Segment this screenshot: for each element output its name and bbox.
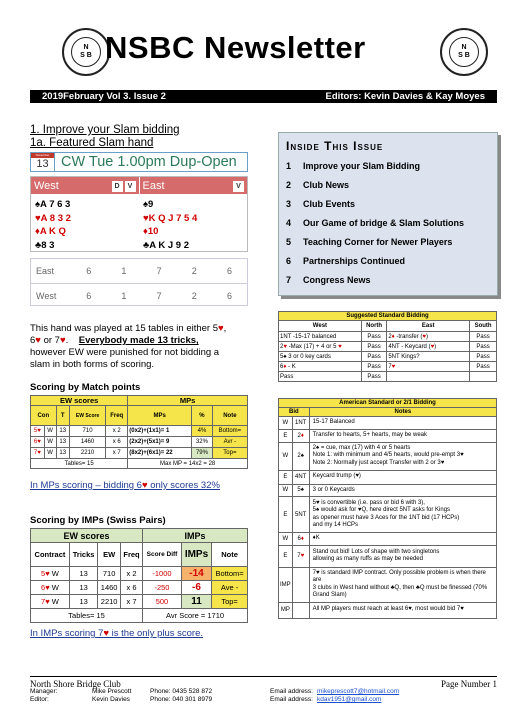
imps-cell: Ave -	[212, 581, 248, 595]
imps-cell: 13	[69, 581, 97, 595]
mp-col-header: %	[192, 406, 213, 426]
imps-col-header: Note	[212, 543, 248, 567]
amer-row	[279, 417, 497, 430]
editor-email-link[interactable]: kdav1951@gmail.com	[317, 696, 382, 703]
mp-cell: 6♥	[31, 437, 45, 448]
mp-col-header: Freq	[106, 406, 128, 426]
suit-icon: ♠	[35, 199, 41, 210]
contract-declarer: W	[51, 583, 59, 592]
traveller-cell: 2	[191, 290, 197, 301]
traveller-cell: 2	[191, 266, 197, 276]
amer-seat: E	[279, 497, 293, 533]
std-row	[279, 372, 497, 382]
std-cell: 1NT -15-17 balanced	[279, 332, 362, 342]
suit-cards: A 7 6 3	[40, 199, 71, 210]
suit-icon: ♦	[143, 226, 148, 237]
mp-cell: 4%	[192, 426, 213, 437]
editors-info: Editors: Kevin Davies & Kay Moyes	[325, 91, 485, 102]
contract-level: 5♥	[41, 569, 50, 578]
inside-title: Inside This Issue	[286, 139, 384, 153]
imps-cell: Top=	[212, 595, 248, 609]
imps-col-header: IMPs	[181, 543, 211, 567]
amer-bid: 4NT	[292, 470, 309, 484]
west-hand	[35, 198, 71, 252]
traveller-cell: 6	[86, 266, 92, 276]
std-cell: 7♥	[387, 362, 470, 372]
suit-cards: 8 3	[41, 239, 55, 251]
contact-labels: Manager: Editor:	[30, 688, 58, 703]
west-suit-row	[35, 212, 71, 226]
amer-note-line: Transfer to hearts, 5+ hearts, may be weak	[312, 431, 428, 438]
inside-item-number: 6	[286, 256, 292, 266]
std-col-header: North	[361, 321, 387, 332]
amer-bid: 6♦	[292, 533, 309, 546]
suit-cards: A K Q	[39, 226, 66, 237]
mp-cell: 13	[56, 426, 69, 437]
imps-cell: 13	[69, 595, 97, 609]
mp-cell: Avr -	[212, 437, 247, 448]
section-heading: 1. Improve your Slam bidding	[30, 124, 180, 136]
amer-seat: W	[279, 417, 293, 430]
mp-cell: (8x2)+(6x1)= 22	[128, 448, 192, 459]
amer-bid	[292, 567, 309, 602]
amer-row	[279, 567, 497, 602]
amer-seat: W	[279, 484, 293, 497]
amer-row	[279, 602, 497, 618]
amer-note-line: 3 or 0 Keycards	[312, 486, 355, 493]
amer-row	[279, 533, 497, 546]
mp-conclusion: In MPs scoring – bidding 6♥ only scores 32%	[30, 480, 220, 491]
east-header: East V	[140, 177, 248, 194]
amer-seat: W	[279, 442, 293, 470]
traveller-cell: West	[36, 290, 57, 301]
mp-col-header: Con	[31, 406, 57, 426]
amer-row	[279, 470, 497, 484]
suit-icon: ♥	[35, 212, 41, 224]
inside-item	[286, 256, 405, 266]
east-suit-row	[143, 225, 197, 239]
std-row	[279, 352, 497, 362]
mp-row	[31, 426, 248, 437]
issue-bar	[30, 90, 497, 103]
std-cell: Pass	[470, 342, 497, 352]
std-cell: Pass	[279, 372, 362, 382]
american-bidding-table: American Standard or 2/1 Bidding Bid Notes W 1NT 15-17 Balanced E 2♦ Transfer to hearts, 5+ hearts, may be weak W 2♠ 2♠ = cue, max (17) with 4 or 5 hearts Note 1: with minimum and 4/5 hearts, would pre-empt 3♥ Note 2: Normally just accept Transfer with 2 or 3♥ E 4NT Keycard trump (♥) W 5♠ 3 or 0 Keycards E 5NT 5♥ is convertible (i.e. pass or bid 6 with 3), 5♠ would ask for ♥Q, here direct 5NT asks for Kings as opener must have 3 Aces for the 1NT bid (17 HCPs) and my 14 HCPs W 6♦ ♦K E 7♥ Stand out bid! Lots of shape with two singletons allowing as many ruffs as may be needed IMP 7♥ is standard IMP contract. Only possible problem is when there are 3 clubs in West hand without ♣Q, then ♣Q must be finessed (70% Grand Slam) MP All MP players must reach at least 6♥, most would bid 7♥	[278, 398, 497, 619]
west-header: West D V	[31, 177, 139, 194]
board-tag: November	[31, 153, 54, 158]
amer-bid: 7♥	[292, 545, 309, 567]
amer-note-line: 3 clubs in West hand without ♣Q, then ♣Q must be finessed (70%	[312, 584, 488, 591]
imps-cell: x 7	[120, 595, 142, 609]
amer-notes	[309, 429, 496, 442]
suit-icon: ♣	[143, 239, 150, 251]
mp-col-header: EW Score	[69, 406, 105, 426]
traveller-cell: 6	[86, 290, 92, 301]
std-cell	[470, 372, 497, 382]
imps-contract	[31, 595, 70, 609]
club-name: North Shore Bridge Club	[30, 679, 121, 689]
amer-note-line: Note 2: Normally just accept Transfer with 2 or 3♥	[312, 459, 445, 466]
traveller-cell: 7	[156, 266, 162, 276]
amer-bid: 5NT	[292, 497, 309, 533]
suit-cards: 9	[148, 199, 154, 210]
amer-note-line: 7♥ is standard IMP contract. Only possible problem is when there are	[312, 569, 486, 583]
mp-cell: x 2	[106, 426, 128, 437]
hand-diagram	[30, 176, 248, 252]
std-cell: Pass	[470, 332, 497, 342]
contract-level: 6♥	[41, 583, 50, 592]
inside-item-label: Improve your Slam Bidding	[303, 161, 421, 171]
amer-note-line: allowing as many ruffs as may be needed	[312, 556, 423, 562]
imps-cell: -250	[143, 581, 182, 595]
amer-bid: 5♠	[292, 484, 309, 497]
imps-cell: 13	[69, 567, 97, 581]
contact-email-labels: Email address: Email address:	[270, 688, 313, 703]
mp-cell: (0x2)+(1x1)= 1	[128, 426, 192, 437]
imps-row	[31, 567, 248, 581]
amer-seat: E	[279, 429, 293, 442]
mp-row	[31, 448, 248, 459]
inside-item-label: Teaching Corner for Newer Players	[303, 237, 453, 247]
standard-bidding-table: Suggested Standard Bidding West North East South 1NT -15-17 balanced Pass 2♦ -transfer (♥) Pass 2♥ -Max (17) + 4 or 5 ♥ Pass 4NT - Keycard (♥) Pass 5♠ 3 or 0 key cards Pass 5NT Kings? Pass 6♦ - K Pass 7♥ Pass Pass Pass	[278, 311, 497, 382]
contact-phones: Phone: 0435 528 872 Phone: 040 301 8979	[150, 688, 213, 703]
amer-row	[279, 442, 497, 470]
amer-bid: 2♠	[292, 442, 309, 470]
inside-item-number: 1	[286, 161, 292, 171]
std-cell: 5NT Kings?	[387, 352, 470, 362]
imps-cell: 1460	[98, 581, 121, 595]
amer-seat: E	[279, 470, 293, 484]
mp-row	[31, 437, 248, 448]
inside-item	[286, 237, 452, 247]
event-name: CW Tue 1.00pm Dup-Open	[61, 154, 237, 170]
issue-info: 2019February Vol 3. Issue 2	[42, 91, 166, 102]
mp-cell: W	[44, 448, 56, 459]
club-logo-left: N S B	[62, 28, 110, 76]
inside-this-issue	[278, 132, 498, 296]
east-suit-row	[143, 198, 197, 212]
imps-heading: Scoring by IMPs (Swiss Pairs)	[30, 515, 166, 526]
contract-declarer: W	[51, 569, 59, 578]
suit-icon: ♥	[143, 212, 149, 224]
amer-notes	[309, 602, 496, 618]
inside-item	[286, 180, 349, 190]
amer-note-line: ♦K	[312, 535, 320, 541]
amer-notes	[309, 567, 496, 602]
amer-row	[279, 497, 497, 533]
mp-cell: 7♥	[31, 448, 45, 459]
std-cell: 2♦ -transfer (♥)	[387, 332, 470, 342]
amer-row	[279, 545, 497, 567]
subsection-heading: 1a. Featured Slam hand	[30, 137, 154, 149]
amer-notes	[309, 533, 496, 546]
club-logo-right: N S B	[440, 28, 488, 76]
amer-notes	[309, 417, 496, 430]
amer-bid	[292, 602, 309, 618]
suit-cards: 10	[147, 226, 159, 237]
contact-names: Mike Prescott Kevin Davies	[92, 688, 132, 703]
amer-notes	[309, 470, 496, 484]
suit-icon: ♣	[35, 239, 42, 251]
std-cell: 6♦ - K	[279, 362, 362, 372]
inside-item-number: 5	[286, 237, 292, 247]
std-cell	[387, 372, 470, 382]
amer-note-line: Note 1: with minimum and 4/5 hearts, would pre-empt 3♥	[312, 452, 464, 459]
amer-note-line: 2♠ = cue, max (17) with 4 or 5 hearts	[312, 444, 411, 451]
mp-col-header: T	[56, 406, 69, 426]
std-cell: Pass	[361, 372, 387, 382]
std-col-header: West	[279, 321, 362, 332]
traveller-cell: East	[36, 266, 55, 276]
imps-cell: Bottom=	[212, 567, 248, 581]
suit-cards: A 8 3 2	[40, 212, 71, 224]
contact-emails	[317, 688, 399, 704]
imps-cell: 2210	[98, 595, 121, 609]
amer-note-line: Stand out bid! Lots of shape with two singletons	[312, 548, 440, 555]
traveller-cell: 6	[226, 266, 232, 276]
amer-seat: IMP	[279, 567, 293, 602]
imps-table: EW scores IMPs Contract Tricks EW Freq Score Diff IMPs Note 5♥ W 13 710 x 2 -1000 -14 Bottom= 6♥ W 13 1460 x 6 -250 -6 Ave - 7♥ W 13 2210 x 7 500 11 Top= Tables= 15 Avr Score = 1710	[30, 528, 248, 623]
mp-cell: 79%	[192, 448, 213, 459]
amer-row	[279, 484, 497, 497]
suit-icon: ♦	[35, 226, 40, 237]
mp-table: EW scores MPs Con T EW Score Freq MPs % Note 5♥ W 13 710 x 2 (0x2)+(1x1)= 1 4% Bottom= 6♥ W 13 1460 x 6 (2x2)+(5x1)= 9 32% Avr - 7♥ W 13 2210 x 7 (8x2)+(6x1)= 22 79% Top= Tables= 15 Max MP = 14x2 = 28	[30, 395, 248, 469]
traveller-cell: 7	[156, 290, 162, 301]
mp-cell: x 7	[106, 448, 128, 459]
imps-contract	[31, 567, 70, 581]
inside-item	[286, 199, 355, 209]
std-cell: Pass	[361, 332, 387, 342]
traveller-cell: 1	[121, 266, 127, 276]
imps-contract	[31, 581, 70, 595]
suit-icon: ♠	[143, 199, 149, 210]
traveller-table	[30, 258, 248, 306]
mp-col-header: Note	[212, 406, 247, 426]
std-cell: Pass	[361, 342, 387, 352]
east-hand	[143, 198, 197, 252]
amer-note-line: All MP players must reach at least 6♥, most would bid 7♥	[312, 606, 464, 613]
east-suit-row	[143, 212, 197, 226]
west-suit-row	[35, 225, 71, 239]
std-cell: Pass	[361, 362, 387, 372]
west-suit-row	[35, 198, 71, 212]
mp-cell: 32%	[192, 437, 213, 448]
mp-col-header: MPs	[128, 406, 192, 426]
std-row	[279, 332, 497, 342]
amer-note-line: Grand Slam)	[312, 592, 347, 598]
inside-item-label: Club News	[303, 180, 350, 190]
imps-cell: -1000	[143, 567, 182, 581]
suit-cards: A K J 9 2	[149, 239, 190, 251]
amer-note-line: 5♥ is convertible (i.e. pass or bid 6 with 3),	[312, 499, 425, 506]
imps-col-header: Contract	[31, 543, 70, 567]
imps-row	[31, 581, 248, 595]
mp-cell: Top=	[212, 448, 247, 459]
imps-cell: -14	[181, 567, 211, 581]
amer-seat: W	[279, 533, 293, 546]
std-cell: 2♥ -Max (17) + 4 or 5 ♥	[279, 342, 362, 352]
hand-summary: This hand was played at 15 tables in either 5♥, 6♥ or 7♥. Everybody made 13 tricks, however EW were punished for not bidding a slam in both forms of scoring.	[30, 323, 227, 370]
suit-cards: K Q J 7 5 4	[148, 212, 198, 224]
amer-note-line: and my 14 HCPs	[312, 522, 359, 528]
traveller-row	[31, 259, 247, 283]
imps-cell: 500	[143, 595, 182, 609]
std-cell: Pass	[470, 352, 497, 362]
amer-seat: MP	[279, 602, 293, 618]
mp-cell: (2x2)+(5x1)= 9	[128, 437, 192, 448]
inside-item-label: Partnerships Continued	[303, 256, 406, 266]
manager-email-link[interactable]: mikeprescott7@hotmail.com	[317, 688, 400, 695]
amer-row	[279, 429, 497, 442]
amer-notes	[309, 442, 496, 470]
mp-cell: x 6	[106, 437, 128, 448]
amer-note-line: 15-17 Balanced	[312, 419, 355, 425]
inside-item-label: Our Game of bridge & Slam Solutions	[303, 218, 465, 228]
traveller-row	[31, 283, 247, 307]
traveller-cell: 6	[226, 290, 232, 301]
inside-item-number: 2	[286, 180, 292, 190]
imps-col-header: Tricks	[69, 543, 97, 567]
newsletter-title: NSBC Newsletter	[105, 30, 366, 65]
imps-col-header: EW	[98, 543, 121, 567]
std-cell: Pass	[470, 362, 497, 372]
inside-item-label: Congress News	[303, 275, 371, 285]
traveller-cell: 1	[121, 290, 127, 301]
amer-bid: 1NT	[292, 417, 309, 430]
amer-notes	[309, 545, 496, 567]
std-col-header: East	[387, 321, 470, 332]
std-cell: 5♠ 3 or 0 key cards	[279, 352, 362, 362]
imps-cell: x 2	[120, 567, 142, 581]
amer-seat: E	[279, 545, 293, 567]
inside-item-number: 7	[286, 275, 292, 285]
mp-cell: 5♥	[31, 426, 45, 437]
mp-cell: W	[44, 426, 56, 437]
mp-cell: 13	[56, 448, 69, 459]
amer-notes	[309, 484, 496, 497]
board-number: November 13	[31, 153, 55, 171]
std-cell: Pass	[361, 352, 387, 362]
mp-cell: 710	[69, 426, 105, 437]
amer-note-line: Keycard trump (♥)	[312, 473, 361, 480]
board-header	[30, 152, 248, 172]
std-row	[279, 342, 497, 352]
amer-note-line: as opener must have 3 Aces for the 1NT bid (17 HCPs)	[312, 514, 460, 521]
std-cell: 4NT - Keycard (♥)	[387, 342, 470, 352]
amer-bid: 2♦	[292, 429, 309, 442]
std-col-header: South	[470, 321, 497, 332]
amer-note-line: 5♠ would ask for ♥Q, here direct 5NT asks for Kings	[312, 507, 451, 513]
mp-cell: 1460	[69, 437, 105, 448]
inside-item-number: 4	[286, 218, 292, 228]
west-suit-row	[35, 239, 71, 253]
mp-cell: 13	[56, 437, 69, 448]
imps-col-header: Score Diff	[143, 543, 182, 567]
imps-cell: x 6	[120, 581, 142, 595]
contract-level: 7♥	[41, 597, 50, 606]
imps-conclusion: In IMPs scoring 7♥ is the only plus score.	[30, 628, 204, 639]
contract-declarer: W	[51, 597, 59, 606]
mp-cell: 2210	[69, 448, 105, 459]
std-row	[279, 362, 497, 372]
imps-row	[31, 595, 248, 609]
page-number: Page Number 1	[441, 679, 497, 689]
east-suit-row	[143, 239, 197, 253]
mp-cell: Bottom=	[212, 426, 247, 437]
inside-item-number: 3	[286, 199, 292, 209]
imps-cell: -6	[181, 581, 211, 595]
inside-item-label: Club Events	[303, 199, 356, 209]
inside-item	[286, 275, 371, 285]
inside-item	[286, 218, 464, 228]
mp-heading: Scoring by Match points	[30, 382, 141, 393]
amer-notes	[309, 497, 496, 533]
inside-item	[286, 161, 420, 171]
imps-col-header: Freq	[120, 543, 142, 567]
imps-cell: 710	[98, 567, 121, 581]
imps-cell: 11	[181, 595, 211, 609]
mp-cell: W	[44, 437, 56, 448]
